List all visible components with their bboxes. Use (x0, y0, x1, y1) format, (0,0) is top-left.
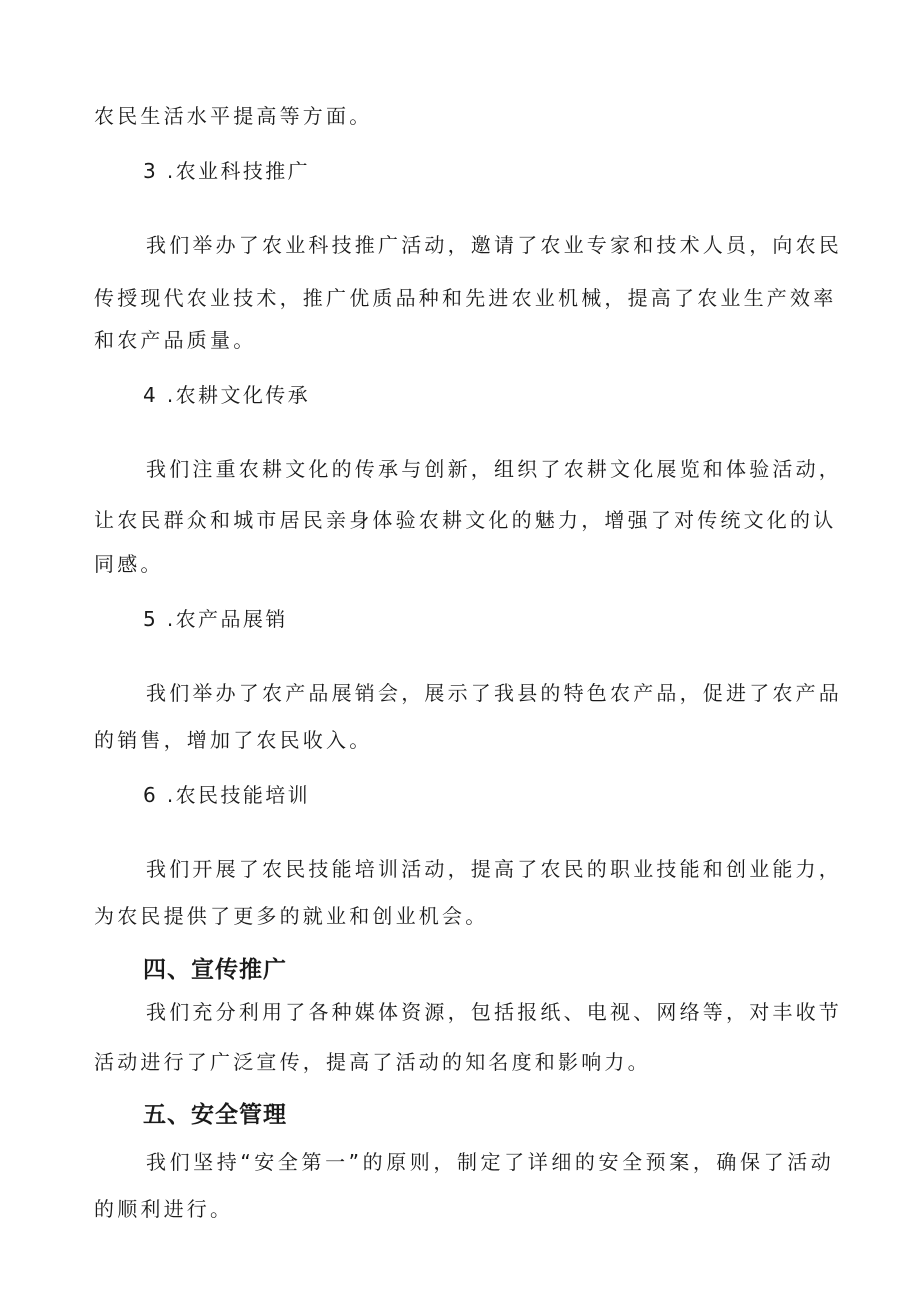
paragraph-line: 我们坚持“安全第一”的原则，制定了详细的安全预案，确保了活动 (146, 1150, 834, 1174)
paragraph-line: 和农产品质量。 (94, 328, 257, 352)
paragraph-line: 让农民群众和城市居民亲身体验农耕文化的魅力，增强了对传统文化的认 (94, 508, 837, 532)
paragraph-line: 我们举办了农产品展销会，展示了我县的特色农产品，促进了农产品 (146, 681, 842, 705)
paragraph-line: 农民生活水平提高等方面。 (94, 104, 373, 128)
paragraph-line: 传授现代农业技术，推广优质品种和先进农业机械，提高了农业生产效率 (94, 286, 837, 310)
paragraph-line: 我们充分利用了各种媒体资源，包括报纸、电视、网络等，对丰收节 (146, 1000, 842, 1024)
paragraph-line: 我们举办了农业科技推广活动，邀请了农业专家和技术人员，向农民 (146, 233, 842, 257)
paragraph-line: 的顺利进行。 (94, 1197, 234, 1221)
section-heading-safety: 五、安全管理 (143, 1102, 287, 1128)
paragraph-line: 为农民提供了更多的就业和创业机会。 (94, 904, 489, 928)
paragraph-line: 我们开展了农民技能培训活动，提高了农民的职业技能和创业能力， (146, 857, 842, 881)
sub-heading-3: 3 .农业科技推广 (143, 159, 311, 183)
sub-heading-6: 6 .农民技能培训 (143, 783, 311, 807)
paragraph-line: 我们注重农耕文化的传承与创新，组织了农耕文化展览和体验活动， (146, 457, 842, 481)
section-heading-publicity: 四、宣传推广 (143, 957, 287, 983)
paragraph-line: 的销售，增加了农民收入。 (94, 728, 373, 752)
sub-heading-5: 5 .农产品展销 (143, 607, 288, 631)
paragraph-line: 活动进行了广泛宣传，提高了活动的知名度和影响力。 (94, 1050, 651, 1074)
sub-heading-4: 4 .农耕文化传承 (143, 383, 311, 407)
paragraph-line: 同感。 (94, 552, 164, 576)
